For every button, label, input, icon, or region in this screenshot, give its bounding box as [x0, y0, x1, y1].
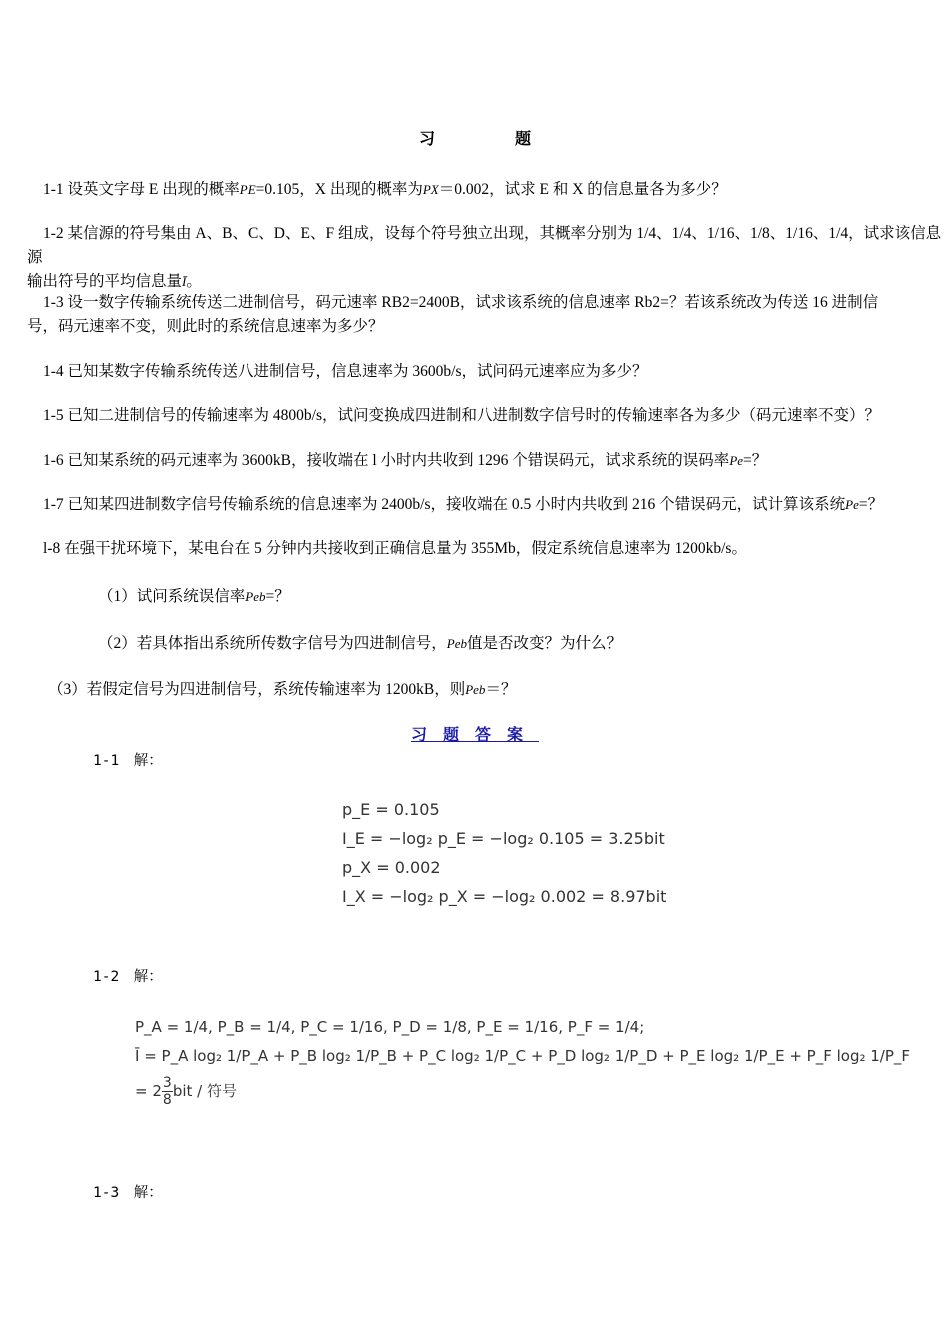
- q8-2-text-b: 值是否改变？为什么？: [466, 635, 622, 652]
- q8-text: l-8 在强干扰环境下，某电台在 5 分钟内共接收到正确信息量为 355Mb，假定系统信息速率为 1200kb/s。: [43, 540, 747, 557]
- question-1-8-part-3: [48, 678, 516, 702]
- answers-title[interactable]: [0, 722, 950, 745]
- q1-px-symbol: PX: [422, 182, 439, 197]
- q7-text-a: 1-7 已知某四进制数字信号传输系统的信息速率为 2400b/s，接收端在 0.5 小时内共收到 216 个错误码元，试计算该系统: [43, 496, 846, 513]
- q8-1-text-a: （1）试问系统误信率: [98, 588, 246, 605]
- s1-line1: p_E = 0.105: [342, 800, 440, 819]
- q6-pe-symbol: Pe: [729, 453, 744, 468]
- s2-fraction-numerator: 3: [162, 1075, 172, 1091]
- q2-ibar-symbol: Ī: [182, 274, 187, 289]
- q8-3-peb-symbol: Peb: [465, 682, 486, 697]
- s2-fraction: [162, 1075, 173, 1108]
- q6-text-a: 1-6 已知某系统的码元速率为 3600kB，接收端在 l 小时内共收到 1296 个错误码元，试求系统的误码率: [43, 452, 730, 469]
- question-1-8-part-2: [98, 632, 622, 656]
- question-1-1: [27, 178, 947, 202]
- q8-2-peb-symbol: Peb: [446, 636, 467, 651]
- s2-line3-pre: = 2: [135, 1082, 162, 1100]
- solution-1-2-label: 1-2 解：: [93, 969, 163, 985]
- question-1-3: [27, 291, 947, 339]
- solution-1-3-label: 1-3 解：: [93, 1185, 163, 1201]
- solution-1-1-equations: [342, 795, 666, 911]
- q5-text: 1-5 已知二进制信号的传输速率为 4800b/s，试问变换成四进制和八进制数字信号时的传输速率各为多少（码元速率不变）？: [43, 407, 881, 424]
- answers-title-link[interactable]: 习题答案: [410, 727, 539, 744]
- question-1-4: [27, 360, 947, 384]
- question-1-5: [27, 404, 947, 428]
- solution-1-1-label: 1-1 解：: [93, 753, 163, 769]
- q2-line2: 输出符号的平均信息量: [27, 273, 183, 290]
- q7-pe-symbol: Pe: [845, 497, 859, 512]
- q8-1-text-b: =？: [265, 588, 290, 605]
- s2-line1: P_A = 1/4, P_B = 1/4, P_C = 1/16, P_D = 1/8, P_E = 1/16, P_F = 1/4;: [135, 1018, 645, 1036]
- solution-1-2-equations: [135, 1013, 910, 1108]
- s2-line3-post: bit / 符号: [172, 1082, 237, 1100]
- q8-2-text-a: （2）若具体指出系统所传数字信号为四进制信号，: [98, 635, 447, 652]
- q1-text-a: 1-1 设英文字母 E 出现的概率: [43, 181, 240, 198]
- question-1-8: [27, 537, 947, 561]
- question-1-2: [27, 222, 947, 294]
- s1-line2: I_E = −log₂ p_E = −log₂ 0.105 = 3.25bit: [342, 829, 665, 848]
- q1-text-c: ＝0.002，试求 E 和 X 的信息量各为多少？: [438, 181, 727, 198]
- q8-1-peb-symbol: Peb: [245, 589, 266, 604]
- q6-text-b: =？: [743, 452, 768, 469]
- question-1-8-part-1: [98, 585, 290, 609]
- q2-end: 。: [186, 273, 202, 290]
- q2-line1: 1-2 某信源的符号集由 A、B、C、D、E、F 组成，设每个符号独立出现，其概率分别为 1/4、1/4、1/16、1/8、1/16、1/4，试求该信息源: [27, 225, 942, 266]
- q1-text-b: =0.105，X 出现的概率为: [255, 181, 423, 198]
- s1-line3: p_X = 0.002: [342, 858, 441, 877]
- q4-text: 1-4 已知某数字传输系统传送八进制信号，信息速率为 3600b/s，试问码元速率应为多少？: [43, 363, 648, 380]
- q3-line1: 1-3 设一数字传输系统传送二进制信号，码元速率 RB2=2400B，试求该系统的信息速率 Rb2=？若该系统改为传送 16 进制信: [43, 294, 879, 311]
- q1-pe-symbol: PE: [239, 182, 256, 197]
- s2-line3: [135, 1075, 910, 1108]
- question-1-6: [27, 449, 947, 473]
- s1-line4: I_X = −log₂ p_X = −log₂ 0.002 = 8.97bit: [342, 887, 667, 906]
- s2-fraction-denominator: 8: [162, 1092, 172, 1108]
- q3-line2: 号，码元速率不变，则此时的系统信息速率为多少？: [27, 318, 384, 335]
- question-1-7: [27, 493, 947, 517]
- page-title: 习 题: [418, 131, 563, 148]
- q8-3-text-a: （3）若假定信号为四进制信号，系统传输速率为 1200kB，则: [48, 681, 466, 698]
- q8-3-text-b: ＝？: [485, 681, 517, 698]
- s2-line2: Ī = P_A log₂ 1/P_A + P_B log₂ 1/P_B + P_C log₂ 1/P_C + P_D log₂ 1/P_D + P_E log₂ 1/P_E + P_F log₂ 1/P_F: [135, 1047, 911, 1065]
- q7-text-b: =？: [858, 496, 884, 513]
